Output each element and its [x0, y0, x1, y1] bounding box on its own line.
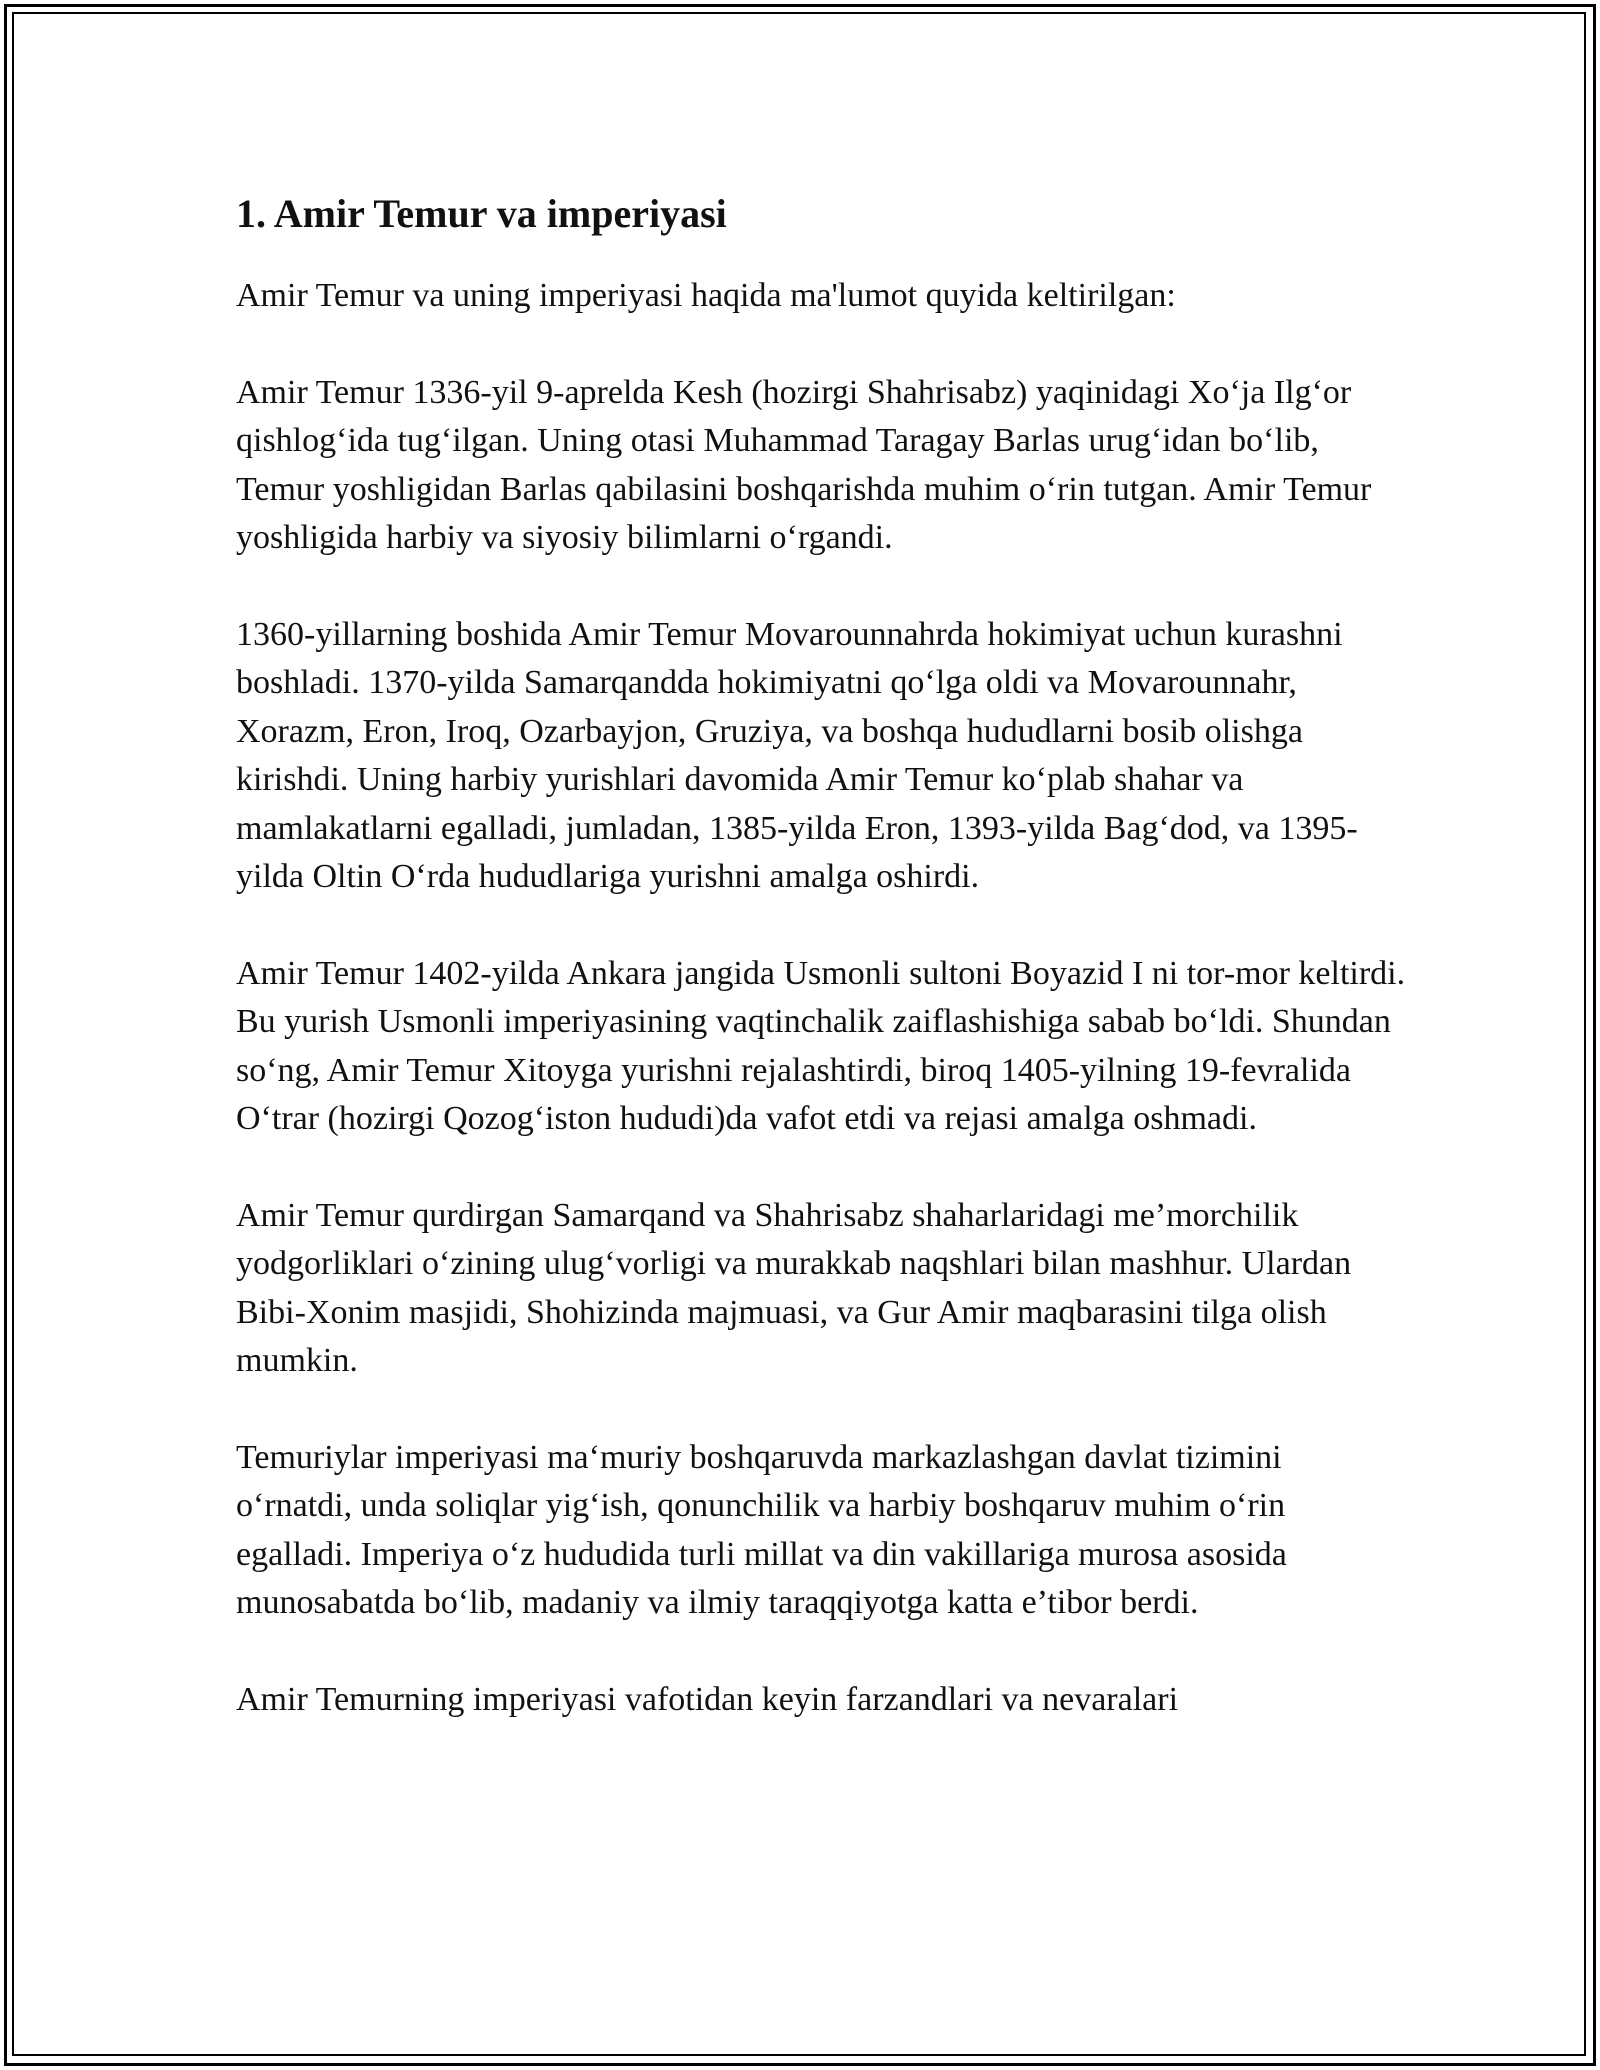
intro-paragraph: Amir Temur va uning imperiyasi haqida ma'lumot quyida keltirilgan: — [236, 277, 1176, 314]
paragraph-ankara: Amir Temur 1402-yilda Ankara jangida Usmonli sultoni Boyazid I ni tor-mor keltirdi. Bu yurish Usmonli imperiyasining vaqtinchalik zaiflashishiga sabab bo‘ldi. Shundan so‘ng, Amir Temur Xitoyga yurishni rejalashtirdi, biroq 1405-yilning 19-fevralida O‘trar (hozirgi Qozog‘iston hududi)da vafot etdi va rejasi amalga oshmadi. — [236, 954, 1406, 1137]
paragraph-conquests: 1360-yillarning boshida Amir Temur Movarounnahrda hokimiyat uchun kurashni boshladi. 1370-yilda Samarqandda hokimiyatni qo‘lga oldi va Movarounnahr, Xorazm, Eron, Iroq, Ozarbayjon, Gruziya, va boshqa hududlarni bosib olishga kirishdi. Uning harbiy yurishlari davomida Amir Temur ko‘plab shahar va mamlakatlarni egalladi, jumladan, 1385-yilda Eron, 1393-yilda Bag‘dod, va 1395-yilda Oltin O‘rda hududlariga yurishni amalga oshirdi. — [236, 615, 1358, 895]
paragraph-birth: Amir Temur 1336-yil 9-aprelda Kesh (hozirgi Shahrisabz) yaqinidagi Xo‘ja Ilg‘or qishlog‘ida tug‘ilgan. Uning otasi Muhammad Taragay Barlas urug‘idan bo‘lib, Temur yoshligidan Barlas qabilasini boshqarishda muhim o‘rin tutgan. Amir Temur yoshligida harbiy va siyosiy bilimlarni o‘rgandi. — [236, 373, 1372, 556]
paragraph-succession: Amir Temurning imperiyasi vafotidan keyin farzandlari va nevaralari — [236, 1680, 1179, 1718]
paragraph-administration: Temuriylar imperiyasi ma‘muriy boshqaruvda markazlashgan davlat tizimini o‘rnatdi, unda soliqlar yig‘ish, qonunchilik va harbiy boshqaruv muhim o‘rin egalladi. Imperiya o‘z hududida turli millat va din vakillariga murosa asosida munosabatda bo‘lib, madaniy va ilmiy taraqqiyotga katta e’tibor berdi. — [236, 1438, 1287, 1621]
paragraph-architecture: Amir Temur qurdirgan Samarqand va Shahrisabz shaharlaridagi me’morchilik yodgorliklari o‘zining ulug‘vorligi va murakkab naqshlari bilan mashhur. Ulardan Bibi-Xonim masjidi, Shohizinda majmuasi, va Gur Amir maqbarasini tilga olish mumkin. — [236, 1196, 1352, 1379]
section-heading: 1. Amir Temur va imperiyasi — [236, 191, 727, 236]
document-page — [236, 186, 1406, 1772]
